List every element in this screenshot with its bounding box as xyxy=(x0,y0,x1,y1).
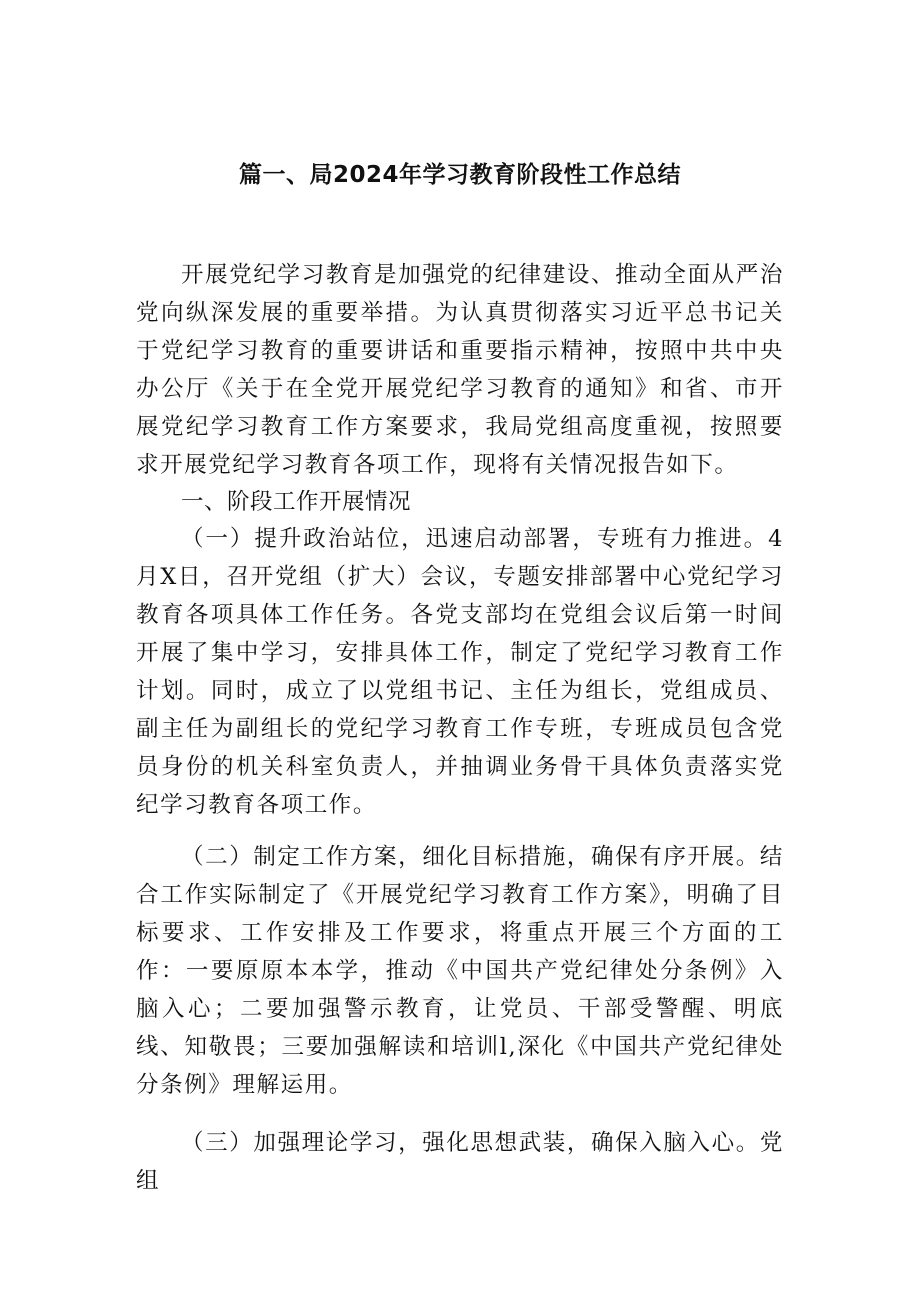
document-title: 篇一、局2024年学习教育阶段性工作总结 xyxy=(238,162,681,188)
section-heading: 一、阶段工作开展情况 xyxy=(181,489,412,515)
document-body xyxy=(136,256,784,1200)
paragraph-1: （一）提升政治站位，迅速启动部署，专班有力推进。4月X日，召开党组（扩大）会议，专题安排部署中心党纪学习教育各项具体工作任务。各党支部均在党组会议后第一时间开展了集中学习，安排具体工作，制定了党纪学习教育工作计划。同时，成立了以党组书记、主任为组长，党组成员、副主任为副组长的党纪学习教育工作专班，专班成员包含党员身份的机关科室负责人，并抽调业务骨干具体负责落实党纪学习教育各项工作。 xyxy=(136,526,784,818)
paragraph-3: （三）加强理论学习，强化思想武装，确保入脑入心。党组 xyxy=(136,1130,784,1194)
intro-paragraph: 开展党纪学习教育是加强党的纪律建设、推动全面从严治党向纵深发展的重要举措。为认真贯彻落实习近平总书记关于党纪学习教育的重要讲话和重要指示精神，按照中共中央办公厅《关于在全党开展党纪学习教育的通知》和省、市开展党纪学习教育工作方案要求，我局党组高度重视，按照要求开展党纪学习教育各项工作，现将有关情况报告如下。 xyxy=(136,262,784,478)
paragraph-2: （二）制定工作方案，细化目标措施，确保有序开展。结合工作实际制定了《开展党纪学习教育工作方案》，明确了目标要求、工作安排及工作要求，将重点开展三个方面的工作：一要原原本本学，推动《中国共产党纪律处分条例》入脑入心；二要加强警示教育，让党员、干部受警醒、明底线、知敬畏；三要加强解读和培训l,深化《中国共产党纪律处分条例》理解运用。 xyxy=(136,844,784,1098)
